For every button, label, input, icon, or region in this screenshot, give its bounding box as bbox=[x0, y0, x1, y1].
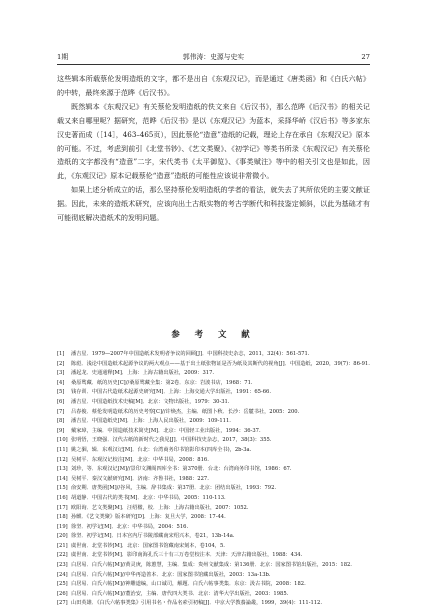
reference-number: [19] bbox=[57, 523, 68, 530]
body-text bbox=[57, 72, 370, 225]
reference-number: [15] bbox=[57, 485, 68, 492]
reference-text: 吴树平．秦汉文献研究[M]．济南：齐鲁书社，1988：227. bbox=[71, 475, 209, 482]
reference-item bbox=[57, 590, 370, 600]
reference-item bbox=[57, 408, 370, 418]
reference-text: 白居易．白氏六帖[M]//董治安，主编．唐代四大类书．北京：清华大学出版社，2003：1985. bbox=[71, 590, 289, 597]
reference-number: [11] bbox=[57, 446, 68, 453]
reference-number: [8] bbox=[57, 418, 65, 425]
reference-number: [27] bbox=[57, 600, 68, 607]
reference-text: 陈彪．浅论中国造纸术起源争议的两大观点——基于出土纸张物证是否为纸及其断代的视角[J]．中国造纸，2020，39(7)：86-91. bbox=[71, 360, 370, 367]
reference-number: [20] bbox=[57, 533, 68, 540]
reference-number: [25] bbox=[57, 581, 68, 588]
reference-number: [4] bbox=[57, 379, 65, 386]
reference-text: 孙麒．《艺文类聚》版本研究[D]．上海：复旦大学，2008：17-44. bbox=[71, 514, 226, 521]
running-title: 郭伟涛：史源与史实 bbox=[182, 53, 245, 61]
reference-text: 刘珍，等．东观汉记[M]//景印文渊阁四库全书：第370册．台北：台湾商务印书馆，1986：67. bbox=[71, 466, 292, 473]
reference-text: 潘吉星．中国造纸史[M]．上海：上海人民出版社，2009：109-111. bbox=[71, 418, 231, 425]
reference-item bbox=[57, 513, 370, 523]
reference-item bbox=[57, 494, 370, 504]
reference-number: [23] bbox=[57, 562, 68, 569]
paragraph: 既然辑本《东观汉记》有关蔡伦发明造纸的佚文来自《后汉书》，那么范晔《后汉书》的相关记载又来自哪里呢？据研究，范晔《后汉书》是以《东观汉记》为蓝本，采择华峤《汉后书》等多家东汉史著而成（［14］，463–465页），因此蔡伦“造意”造纸的记载，理论上存在承自《东观汉记》原本的可能。不过，考虑到前引《北堂书钞》、《艺文类聚》、《初学记》等类书所录《东观汉记》有关蔡伦造纸的文字都没有“造意”二字，宋代类书《太平御览》、《事类赋注》等中的相关引文也是如此，因此，《东观汉记》原本记载蔡伦“造意”造纸的可能性应该说非常微小。 bbox=[57, 101, 370, 181]
reference-text: 吴树平．东观汉记校注[M]．北京：中华书局，2008：816. bbox=[71, 456, 209, 463]
reference-text: 俞安期．唐类函[M]//谷风，主编．辞书集成：第37册．北京：团结出版社，1993：792. bbox=[71, 485, 277, 492]
reference-text: 潘吉星．中国造纸技术史稿[M]．北京：文物出版社，1979：30-31. bbox=[71, 398, 230, 405]
reference-text: 徐坚．初学记[M]．日本宫内厅书陵部藏南宋绍兴本，卷21，13b-14a. bbox=[71, 533, 235, 540]
reference-number: [14] bbox=[57, 475, 68, 482]
reference-number: [26] bbox=[57, 590, 68, 597]
reference-item bbox=[57, 599, 370, 609]
references-heading: 参 考 文 献 bbox=[171, 329, 256, 339]
paragraph: 如果上述分析成立的话，那么坚持蔡伦发明造纸的学者的看法，就失去了其所依凭的主要文献证据。因此，未来的造纸术研究，应该向出土古纸实物的考古学断代和科技鉴定倾斜，以此为基础才有可能彻底解决造纸术的发明问题。 bbox=[57, 185, 370, 223]
reference-number: [13] bbox=[57, 466, 68, 473]
reference-item bbox=[57, 504, 370, 514]
paragraph: 这些辑本所载蔡伦发明造纸的文字，都不是出自《东观汉记》，而是通过《唐类函》和《白氏六帖》的中转，最终来源于范晔《后汉书》。 bbox=[57, 74, 370, 97]
reference-item bbox=[57, 456, 370, 466]
reference-number: [5] bbox=[57, 389, 65, 396]
reference-item bbox=[57, 523, 370, 533]
reference-number: [10] bbox=[57, 437, 68, 444]
reference-item bbox=[57, 551, 370, 561]
reference-text: 白居易．白氏六帖[M]//黄灵庚，陈蕙慧，主编．集成：贵州文献集成：第136册．北京：国家图书馆出版社，2015：182. bbox=[71, 562, 352, 569]
reference-text: 虞世南．北堂书钞[M]．北京：国家图书馆藏南宋刻本，卷104，5. bbox=[71, 542, 225, 549]
reference-text: 山田英雄．《白氏六帖事类集》引用书名・作品名索引初稿[J]．中京大学教養論叢，1999，39(4)：111-112. bbox=[71, 600, 323, 607]
reference-item bbox=[57, 417, 370, 427]
reference-item bbox=[57, 398, 370, 408]
reference-number: [17] bbox=[57, 504, 68, 511]
reference-text: 徐坚．初学记[M]．北京：中华书局，2004：516. bbox=[71, 523, 189, 530]
reference-text: 白居易．白氏六帖[M]//神雕道编，山口诚司，解题．白氏六帖事类集．东京：汲古书院，2008：182. bbox=[71, 581, 306, 588]
reference-number: [18] bbox=[57, 514, 68, 521]
reference-text: 张明悟，王晓强．汉代古纸的新时代之我见[J]．中国科技史杂志，2017，38(3)：355. bbox=[71, 437, 272, 444]
reference-number: [16] bbox=[57, 494, 68, 501]
reference-item bbox=[57, 580, 370, 590]
issue-label: 1期 bbox=[57, 53, 69, 61]
page-number: 27 bbox=[361, 53, 370, 61]
reference-text: 潘起龙．史通通释[M]．上海：上海古籍出版社，2009：317. bbox=[71, 370, 215, 377]
reference-item bbox=[57, 369, 370, 379]
reference-number: [9] bbox=[57, 427, 65, 434]
reference-number: [12] bbox=[57, 456, 68, 463]
reference-item bbox=[57, 388, 370, 398]
reference-text: 虞世南．北堂书钞[M]．影印南海孔氏三十有三万卷堂校注本．天津：天津古籍出版社，1988：434. bbox=[71, 552, 303, 559]
reference-text: 白居易．白氏六帖[M]//中华再造善本．北京：国家图书馆藏出版社，2003：13a-13b. bbox=[71, 571, 271, 578]
reference-item bbox=[57, 360, 370, 370]
reference-text: 桑原骘藏．纸的历史[C]//桑原骘藏全集：第2卷．东京：岩波书店，1968：71. bbox=[71, 379, 253, 386]
reference-item bbox=[57, 571, 370, 581]
reference-number: [24] bbox=[57, 571, 68, 578]
reference-text: 吕春俊．蔡伦发明造纸术的历史考察[C]//许焕杰，主编．纸图卜秋．长沙：岳麓书社，2005：200. bbox=[71, 408, 300, 415]
reference-number: [7] bbox=[57, 408, 65, 415]
reference-item bbox=[57, 561, 370, 571]
reference-text: 钱存训．中国古代造纸术起源史研究[M]．上海：上海交通大学出版社，1991：65-66. bbox=[71, 389, 271, 396]
reference-item bbox=[57, 542, 370, 552]
reference-item bbox=[57, 379, 370, 389]
reference-item bbox=[57, 436, 370, 446]
reference-text: 潘吉星．1979—2007年中国造纸术发明者争议的回顾[J]．中国科技史杂志，2011，32(4)：561-571. bbox=[71, 351, 310, 357]
reference-item bbox=[57, 465, 370, 475]
running-header bbox=[57, 50, 370, 65]
reference-number: [3] bbox=[57, 370, 65, 377]
reference-number: [22] bbox=[57, 552, 68, 559]
reference-number: [21] bbox=[57, 542, 68, 549]
reference-number: [6] bbox=[57, 398, 65, 405]
reference-text: 欧阳询．艺文类聚[M]．汪绍楹，校．上海：上海古籍出版社，2007：1052. bbox=[71, 504, 249, 511]
reference-number: [1] bbox=[57, 351, 65, 357]
reference-text: 胡道静．中国古代的类书[M]．北京：中华书局，2005：110-113. bbox=[71, 494, 226, 501]
reference-text: 戴家璋，主编．中国造纸技术简史[M]．北京：中国轻工业出版社，1994：36-37. bbox=[71, 427, 261, 434]
reference-item bbox=[57, 350, 370, 360]
reference-list bbox=[57, 350, 370, 609]
reference-item bbox=[57, 484, 370, 494]
reference-text: 姚之骃，辑．东观汉记[M]．台北：台湾商务印书馆影印本(四库全书)，2b-3a. bbox=[71, 446, 252, 453]
reference-item bbox=[57, 427, 370, 437]
reference-item bbox=[57, 532, 370, 542]
reference-number: [2] bbox=[57, 360, 65, 367]
reference-item bbox=[57, 446, 370, 456]
reference-item bbox=[57, 475, 370, 485]
